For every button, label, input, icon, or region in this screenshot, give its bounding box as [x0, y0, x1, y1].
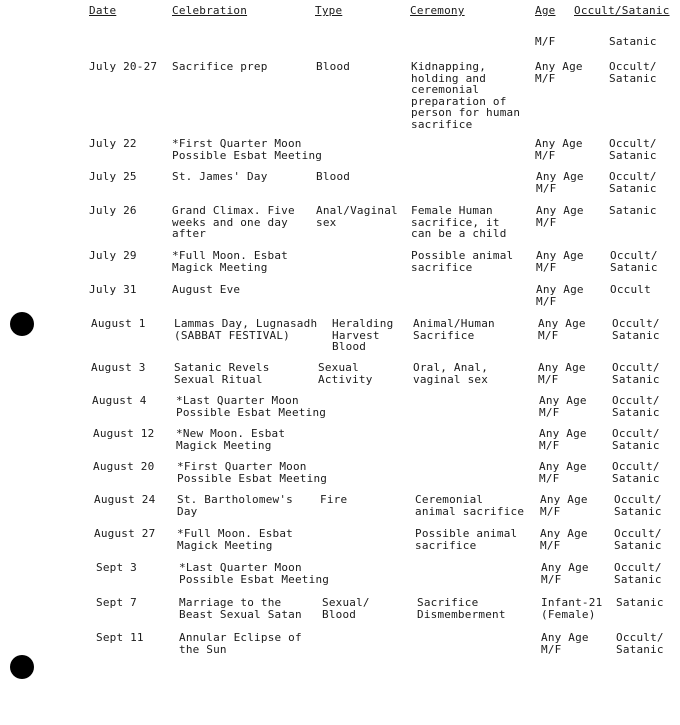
cell-age: Any Age M/F: [539, 394, 587, 419]
cell-celebration: Sacrifice prep: [172, 60, 268, 73]
cell-date: August 12: [93, 427, 155, 440]
cell-type: Blood: [316, 170, 351, 183]
cell-occult: Occult/ Satanic: [612, 427, 660, 452]
cell-type: Fire: [320, 493, 348, 506]
cell-type: Blood: [316, 60, 351, 73]
cell-ceremony: Ceremonial animal sacrifice: [415, 493, 525, 518]
cell-age: Any Age M/F: [538, 361, 586, 386]
cell-age: Any Age M/F: [536, 204, 584, 229]
cell-celebration: Satanic Revels Sexual Ritual: [174, 361, 270, 386]
cell-occult: Occult/ Satanic: [609, 137, 657, 162]
header-type: Type: [315, 4, 343, 17]
cell-celebration: Lammas Day, Lugnasadh (SABBAT FESTIVAL): [174, 317, 318, 342]
cell-occult: Occult/ Satanic: [616, 631, 664, 656]
cell-type: Anal/Vaginal sex: [316, 204, 398, 229]
cell-celebration: *Full Moon. Esbat Magick Meeting: [177, 527, 293, 552]
cell-type: Heralding Harvest Blood: [332, 317, 394, 353]
cell-ceremony: Sacrifice Dismemberment: [417, 596, 506, 621]
cell-occult: Occult/ Satanic: [609, 170, 657, 195]
cell-ceremony: Possible animal sacrifice: [415, 527, 518, 552]
punch-hole-icon: [10, 655, 34, 679]
cell-age: M/F: [535, 35, 556, 48]
cell-celebration: *Last Quarter Moon Possible Esbat Meeting: [179, 561, 330, 586]
cell-celebration: *First Quarter Moon Possible Esbat Meeting: [172, 137, 323, 162]
cell-type: Sexual Activity: [318, 361, 373, 386]
punch-hole-icon: [10, 312, 34, 336]
header-date: Date: [89, 4, 117, 17]
cell-age: Any Age M/F: [536, 249, 584, 274]
cell-age: Infant-21 (Female): [541, 596, 603, 621]
cell-ceremony: Animal/Human Sacrifice: [413, 317, 495, 342]
cell-date: July 26: [89, 204, 137, 217]
cell-occult: Occult/ Satanic: [614, 561, 662, 586]
cell-age: Any Age M/F: [539, 427, 587, 452]
cell-age: Any Age M/F: [541, 561, 589, 586]
cell-celebration: August Eve: [172, 283, 241, 296]
cell-date: August 27: [94, 527, 156, 540]
cell-age: Any Age M/F: [539, 460, 587, 485]
cell-age: Any Age M/F: [538, 317, 586, 342]
cell-celebration: *New Moon. Esbat Magick Meeting: [176, 427, 286, 452]
cell-occult: Satanic: [616, 596, 664, 609]
cell-celebration: St. James' Day: [172, 170, 268, 183]
cell-age: Any Age M/F: [536, 283, 584, 308]
cell-age: Any Age M/F: [541, 631, 589, 656]
cell-occult: Occult/ Satanic: [612, 361, 660, 386]
cell-date: August 1: [91, 317, 146, 330]
cell-age: Any Age M/F: [535, 60, 583, 85]
cell-age: Any Age M/F: [540, 493, 588, 518]
cell-occult: Occult/ Satanic: [612, 460, 660, 485]
cell-type: Sexual/ Blood: [322, 596, 370, 621]
header-ceremony: Ceremony: [410, 4, 465, 17]
cell-ceremony: Possible animal sacrifice: [411, 249, 514, 274]
cell-celebration: *Last Quarter Moon Possible Esbat Meeting: [176, 394, 327, 419]
cell-date: August 24: [94, 493, 156, 506]
header-celebration: Celebration: [172, 4, 248, 17]
cell-date: July 22: [89, 137, 137, 150]
cell-date: Sept 3: [96, 561, 137, 574]
cell-date: July 31: [89, 283, 137, 296]
cell-age: Any Age M/F: [536, 170, 584, 195]
cell-ceremony: Female Human sacrifice, it can be a child: [411, 204, 507, 240]
cell-celebration: Marriage to the Beast Sexual Satan: [179, 596, 302, 621]
cell-occult: Satanic: [609, 35, 657, 48]
cell-ceremony: Kidnapping, holding and ceremonial preparation of person for human sacrifice: [411, 60, 521, 131]
cell-age: Any Age M/F: [540, 527, 588, 552]
cell-date: Sept 7: [96, 596, 137, 609]
cell-date: July 25: [89, 170, 137, 183]
cell-age: Any Age M/F: [535, 137, 583, 162]
cell-occult: Occult/ Satanic: [609, 60, 657, 85]
cell-occult: Occult/ Satanic: [610, 249, 658, 274]
cell-celebration: Grand Climax. Five weeks and one day after: [172, 204, 295, 240]
cell-date: August 3: [91, 361, 146, 374]
cell-date: July 20-27: [89, 60, 158, 73]
cell-date: Sept 11: [96, 631, 144, 644]
header-age: Age: [535, 4, 556, 17]
cell-occult: Occult/ Satanic: [614, 527, 662, 552]
cell-occult: Occult/ Satanic: [614, 493, 662, 518]
cell-occult: Occult: [610, 283, 651, 296]
cell-occult: Occult/ Satanic: [612, 394, 660, 419]
cell-celebration: *Full Moon. Esbat Magick Meeting: [172, 249, 288, 274]
header-occult: Occult/Satanic: [574, 4, 670, 17]
cell-date: August 4: [92, 394, 147, 407]
cell-occult: Satanic: [609, 204, 657, 217]
cell-celebration: Annular Eclipse of the Sun: [179, 631, 302, 656]
cell-celebration: St. Bartholomew's Day: [177, 493, 293, 518]
cell-ceremony: Oral, Anal, vaginal sex: [413, 361, 489, 386]
cell-date: July 29: [89, 249, 137, 262]
cell-celebration: *First Quarter Moon Possible Esbat Meeting: [177, 460, 328, 485]
cell-date: August 20: [93, 460, 155, 473]
cell-occult: Occult/ Satanic: [612, 317, 660, 342]
